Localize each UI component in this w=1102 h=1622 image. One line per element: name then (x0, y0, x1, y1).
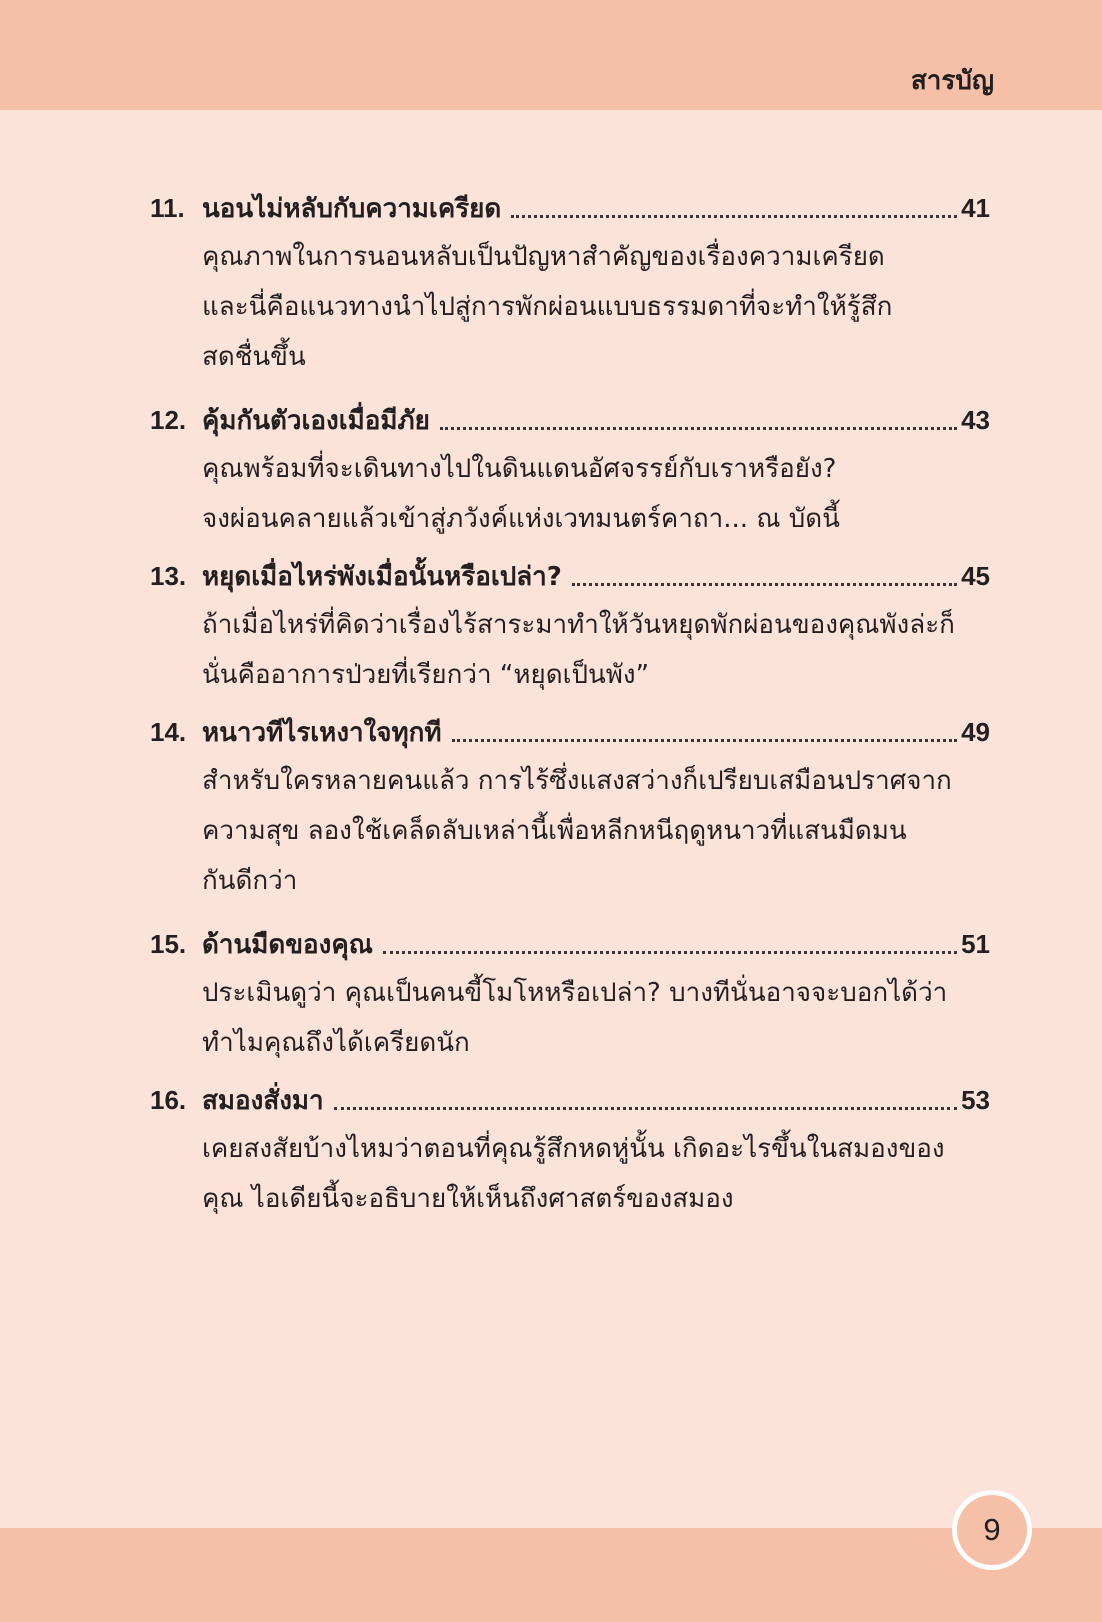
toc-entry-heading (150, 396, 990, 444)
entry-description (202, 1124, 990, 1224)
description-line: ประเมินดูว่า คุณเป็นคนขี้โมโหหรือเปล่า? บางทีนั่นอาจจะบอกได้ว่า (202, 978, 948, 1008)
description-line: จงผ่อนคลายแล้วเข้าสู่ภวังค์แห่งเวทมนตร์คาถา... ณ บัดนี้ (202, 504, 840, 534)
description-line: นั่นคืออาการป่วยที่เรียกว่า “หยุดเป็นพัง” (202, 660, 650, 690)
description-line: คุณ ไอเดียนี้จะอธิบายให้เห็นถึงศาสตร์ของสมอง (202, 1184, 734, 1214)
entry-page-number: 41 (961, 193, 990, 223)
entry-description (202, 444, 990, 544)
description-line: ความสุข ลองใช้เคล็ดลับเหล่านี้เพื่อหลีกหนีฤดูหนาวที่แสนมืดมน (202, 816, 907, 846)
dot-leader (383, 951, 957, 954)
entry-number: 13. (150, 561, 187, 591)
toc-entry-14[interactable] (150, 708, 990, 906)
page-number-badge: 9 (952, 1490, 1032, 1570)
entry-number: 15. (150, 929, 187, 959)
entry-page-number: 51 (961, 929, 990, 959)
dot-leader (334, 1107, 957, 1110)
description-line: เคยสงสัยบ้างไหมว่าตอนที่คุณรู้สึกหดหู่นั้น เกิดอะไรขึ้นในสมองของ (202, 1134, 945, 1164)
dot-leader (440, 427, 957, 430)
description-line: ถ้าเมื่อไหร่ที่คิดว่าเรื่องไร้สาระมาทำให้วันหยุดพักผ่อนของคุณพังล่ะก็ (202, 610, 955, 640)
description-line: คุณพร้อมที่จะเดินทางไปในดินแดนอัศจรรย์กับเราหรือยัง? (202, 454, 837, 484)
page-title: สารบัญ (910, 66, 994, 96)
toc-entry-heading (150, 184, 990, 232)
entry-description (202, 968, 990, 1068)
dot-leader (452, 739, 958, 742)
toc-entry-11[interactable] (150, 184, 990, 382)
description-line: คุณภาพในการนอนหลับเป็นปัญหาสำคัญของเรื่องความเครียด (202, 242, 885, 272)
entry-title: หนาวทีไรเหงาใจทุกที (202, 718, 442, 748)
entry-description (202, 232, 990, 382)
description-line: กันดีกว่า (202, 866, 298, 896)
footer-band (0, 1528, 1102, 1622)
entry-title: สมองสั่งมา (202, 1086, 324, 1116)
entry-page-number: 43 (961, 405, 990, 435)
entry-title: หยุดเมื่อไหร่พังเมื่อนั้นหรือเปล่า? (202, 562, 562, 592)
toc-entry-13[interactable] (150, 552, 990, 700)
entry-page-number: 49 (961, 717, 990, 747)
description-line: สดชื่นขึ้น (202, 342, 306, 372)
toc-entry-15[interactable] (150, 920, 990, 1068)
entry-number: 16. (150, 1085, 187, 1115)
toc-entry-heading (150, 708, 990, 756)
toc-entry-heading (150, 552, 990, 600)
entry-page-number: 45 (961, 561, 990, 591)
entry-title: คุ้มกันตัวเองเมื่อมีภัย (202, 406, 430, 436)
description-line: ทำไมคุณถึงได้เครียดนัก (202, 1028, 470, 1058)
toc-entry-16[interactable] (150, 1076, 990, 1224)
toc-entry-heading (150, 1076, 990, 1124)
entry-title: นอนไม่หลับกับความเครียด (202, 194, 502, 224)
toc-entry-heading (150, 920, 990, 968)
toc-entry-12[interactable] (150, 396, 990, 544)
entry-number: 11. (150, 193, 185, 223)
entry-description (202, 600, 990, 700)
description-line: และนี่คือแนวทางนำไปสู่การพักผ่อนแบบธรรมดาที่จะทำให้รู้สึก (202, 292, 893, 322)
description-line: สำหรับใครหลายคนแล้ว การไร้ซึ่งแสงสว่างก็เปรียบเสมือนปราศจาก (202, 766, 952, 796)
table-of-contents (150, 184, 990, 1214)
entry-description (202, 756, 990, 906)
dot-leader (511, 215, 957, 218)
entry-number: 14. (150, 717, 187, 747)
entry-page-number: 53 (961, 1085, 990, 1115)
entry-number: 12. (150, 405, 187, 435)
dot-leader (572, 583, 957, 586)
entry-title: ด้านมืดของคุณ (202, 930, 373, 960)
